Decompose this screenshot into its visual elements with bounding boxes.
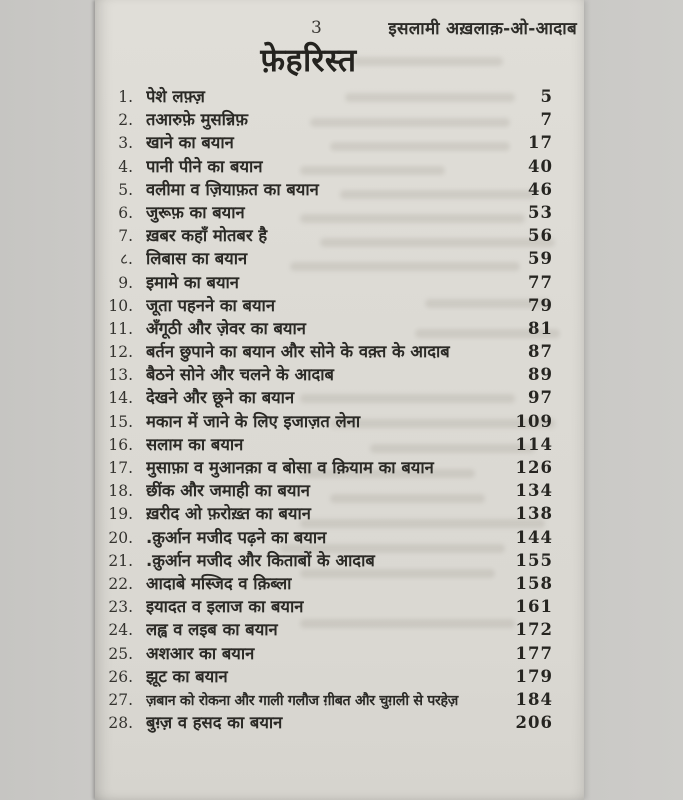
toc-entry <box>105 595 553 618</box>
running-header <box>95 16 584 40</box>
entry-title: ख़रीद ओ फ़रोख़्त का बयान <box>146 504 311 524</box>
toc-entry <box>105 155 553 178</box>
entry-number: 15. <box>108 412 133 431</box>
entry-page-number: 134 <box>515 481 553 501</box>
entry-number: ८. <box>120 250 133 269</box>
entry-title: मकान में जाने के लिए इजाज़त लेना <box>146 411 361 431</box>
entry-title: वलीमा व ज़ियाफ़त का बयान <box>146 179 319 199</box>
entry-number: 18. <box>108 482 133 501</box>
entry-title: जूता पहनने का बयान <box>146 295 275 315</box>
entry-number: 1. <box>118 88 133 106</box>
entry-number: 21. <box>108 551 133 570</box>
entry-title: लिबास का बयान <box>146 249 248 269</box>
contents-title: फ़ेहरिस्त <box>260 41 357 79</box>
entry-title: .क़ुर्आन मजीद पढ़ने का बयान <box>146 527 327 547</box>
entry-title: पानी पीने का बयान <box>146 156 263 176</box>
book-page <box>95 0 584 800</box>
toc-entry <box>105 456 553 479</box>
entry-number: 19. <box>108 505 133 524</box>
entry-title: इयादत व इलाज का बयान <box>146 597 304 617</box>
entry-page-number: 97 <box>528 388 553 408</box>
entry-page-number: 46 <box>528 179 553 199</box>
entry-page-number: 87 <box>528 342 553 362</box>
entry-page-number: 5 <box>540 87 553 106</box>
entry-page-number: 56 <box>528 226 553 246</box>
toc-entry <box>105 108 553 131</box>
toc-entry <box>105 618 553 641</box>
entry-number: 25. <box>108 644 133 663</box>
toc-entry <box>105 201 553 224</box>
entry-title: .क़ुर्आन मजीद और किताबों के आदाब <box>146 550 375 570</box>
entry-page-number: 7 <box>540 110 553 130</box>
entry-number: 3. <box>118 134 133 153</box>
entry-page-number: 179 <box>515 666 553 686</box>
entry-number: 5. <box>118 180 133 199</box>
table-of-contents <box>95 85 584 734</box>
toc-entry <box>105 247 553 270</box>
entry-page-number: 158 <box>515 573 553 593</box>
entry-title: लह्व व लइब का बयान <box>146 620 278 640</box>
entry-title: पेशे लफ़्ज़ <box>146 87 205 106</box>
toc-entry <box>105 224 553 247</box>
toc-entry <box>105 178 553 201</box>
entry-page-number: 40 <box>528 156 553 176</box>
entry-page-number: 184 <box>515 689 553 709</box>
entry-title: बुग़्ज़ व हसद का बयान <box>146 713 283 733</box>
entry-page-number: 155 <box>515 550 553 570</box>
entry-page-number: 79 <box>528 295 553 315</box>
entry-page-number: 144 <box>515 527 553 547</box>
entry-page-number: 53 <box>528 202 553 222</box>
toc-entry <box>105 363 553 386</box>
toc-entry <box>105 340 553 363</box>
entry-number: 7. <box>118 227 133 246</box>
entry-page-number: 59 <box>528 249 553 269</box>
entry-page-number: 172 <box>515 620 553 640</box>
toc-entry <box>105 526 553 549</box>
entry-title: इमामे का बयान <box>146 272 239 292</box>
entry-page-number: 77 <box>528 272 553 292</box>
entry-title: बैठने सोने और चलने के आदाब <box>146 365 334 385</box>
entry-number: 2. <box>118 111 133 130</box>
toc-entry <box>105 131 553 154</box>
toc-entry <box>105 410 553 433</box>
toc-entry <box>105 711 553 734</box>
entry-page-number: 114 <box>515 434 553 454</box>
entry-number: 23. <box>108 598 133 617</box>
entry-title: अशआर का बयान <box>146 643 255 663</box>
entry-number: 24. <box>108 621 133 640</box>
entry-page-number: 138 <box>515 504 553 524</box>
toc-entry <box>105 479 553 502</box>
toc-entry <box>105 294 553 317</box>
entry-number: 16. <box>108 435 133 454</box>
entry-title: बर्तन छुपाने का बयान और सोने के वक़्त के आदाब <box>146 342 450 362</box>
entry-page-number: 161 <box>515 597 553 617</box>
entry-page-number: 206 <box>515 713 553 733</box>
toc-entry <box>105 271 553 294</box>
toc-entry <box>105 688 553 711</box>
entry-page-number: 177 <box>515 643 553 663</box>
toc-entry <box>105 572 553 595</box>
toc-entry <box>105 665 553 688</box>
toc-entry <box>105 317 553 340</box>
entry-title: ज़बान को रोकना और गाली गलौज ग़ीबत और चुग़ली से परहेज़ <box>146 692 459 709</box>
running-head-book-title: इसलामी अख़लाक़-ओ-आदाब <box>388 19 577 39</box>
entry-title: देखने और छूने का बयान <box>146 388 295 408</box>
entry-number: 4. <box>118 157 133 176</box>
entry-number: 10. <box>108 296 133 315</box>
entry-title: ख़बर कहाँ मोतबर है <box>146 226 268 246</box>
entry-title: खाने का बयान <box>146 133 234 153</box>
entry-number: 13. <box>108 366 133 385</box>
entry-number: 17. <box>108 459 133 477</box>
entry-title: मुसाफ़ा व मुआनक़ा व बोसा व क़ियाम का बयान <box>146 458 434 477</box>
entry-number: 28. <box>108 714 133 733</box>
entry-number: 6. <box>118 203 133 222</box>
entry-page-number: 109 <box>515 411 553 431</box>
entry-title: छींक और जमाही का बयान <box>146 481 310 501</box>
entry-title: झूट का बयान <box>146 666 228 686</box>
toc-entry <box>105 386 553 409</box>
entry-title: अँगूठी और ज़ेवर का बयान <box>146 318 306 338</box>
entry-title: आदाबे मस्जिद व क़िब्ला <box>146 573 292 593</box>
entry-number: 14. <box>108 389 133 408</box>
entry-number: 22. <box>108 574 133 593</box>
entry-number: 27. <box>108 690 133 709</box>
entry-number: 26. <box>108 667 133 686</box>
toc-entry <box>105 502 553 525</box>
entry-title: जुरूफ़ का बयान <box>146 202 245 222</box>
entry-number: 20. <box>108 528 133 547</box>
toc-entry <box>105 85 553 108</box>
entry-page-number: 126 <box>515 458 553 477</box>
entry-number: 9. <box>118 273 133 292</box>
page-number: 3 <box>311 18 322 38</box>
toc-entry <box>105 642 553 665</box>
entry-number: 12. <box>108 343 133 362</box>
entry-number: 11. <box>108 319 133 338</box>
toc-entry <box>105 549 553 572</box>
entry-title: सलाम का बयान <box>146 434 244 454</box>
entry-page-number: 17 <box>528 133 553 153</box>
entry-page-number: 89 <box>528 365 553 385</box>
entry-page-number: 81 <box>528 318 553 338</box>
toc-entry <box>105 433 553 456</box>
entry-title: तआरुफ़े मुसन्निफ़ <box>146 110 249 130</box>
